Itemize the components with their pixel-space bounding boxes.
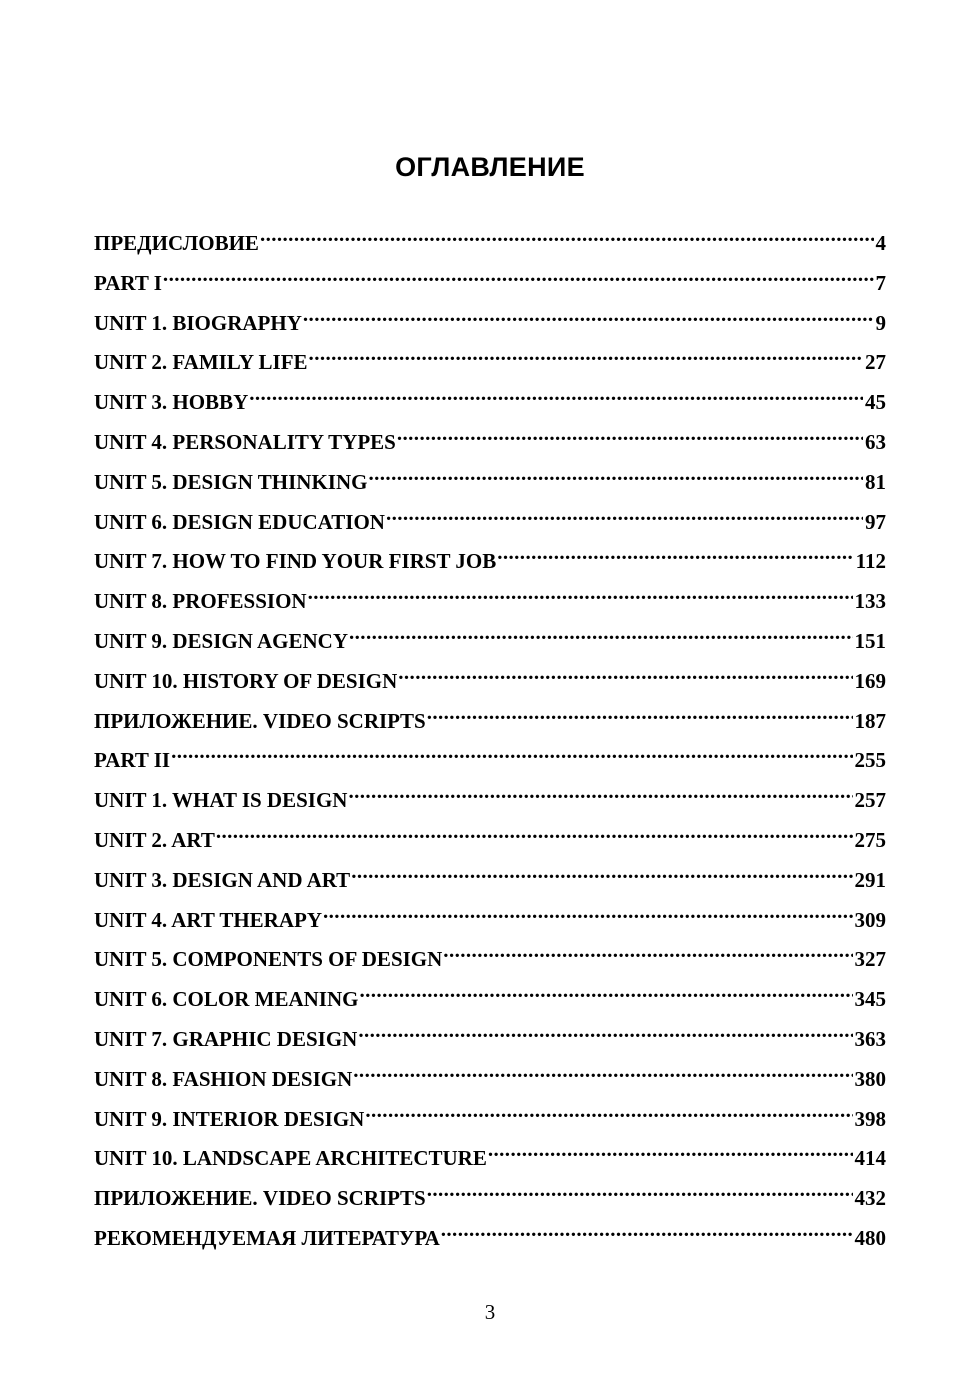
toc-entry[interactable] [94,337,886,377]
toc-dot-leader [497,536,853,568]
toc-entry-label: UNIT 2. ART [94,827,215,852]
toc-entry-page: 187 [854,708,886,733]
toc-entry[interactable] [94,497,886,537]
toc-entry[interactable] [94,1213,886,1253]
toc-dot-leader [308,576,853,608]
toc-entry-label: UNIT 10. HISTORY OF DESIGN [94,668,398,693]
toc-dot-leader [351,855,852,887]
toc-dot-leader [359,974,852,1006]
toc-entry-page: 4 [875,231,886,255]
toc-entry-label: UNIT 8. FASHION DESIGN [94,1066,353,1091]
toc-dot-leader [427,1173,853,1205]
toc-entry[interactable] [94,536,886,576]
toc-entry[interactable] [94,258,886,298]
toc-entry-label: ПРИЛОЖЕНИЕ. VIDEO SCRIPTS [94,708,426,733]
toc-dot-leader [358,1014,852,1046]
toc-entry[interactable] [94,656,886,696]
toc-entry-label: UNIT 4. PERSONALITY TYPES [94,429,396,454]
toc-entry-page: 9 [875,310,886,335]
toc-dot-leader [163,258,874,290]
toc-entry-page: 27 [865,350,886,375]
toc-dot-leader [398,656,852,688]
toc-entry[interactable] [94,218,886,258]
toc-entry[interactable] [94,1054,886,1094]
toc-entry[interactable] [94,1014,886,1054]
toc-dot-leader [368,457,863,489]
toc-entry-label: UNIT 8. PROFESSION [94,589,307,614]
toc-entry[interactable] [94,974,886,1014]
toc-entry-page: 151 [854,628,886,653]
toc-entry[interactable] [94,377,886,417]
toc-entry-label: UNIT 10. LANDSCAPE ARCHITECTURE [94,1146,487,1171]
toc-dot-leader [386,497,863,529]
toc-entry[interactable] [94,1094,886,1134]
toc-dot-leader [427,696,853,728]
toc-entry-page: 480 [854,1225,886,1250]
toc-entry-label: PART II [94,748,171,773]
toc-entry[interactable] [94,775,886,815]
toc-entry[interactable] [94,616,886,656]
toc-entry-label: UNIT 4. ART THERAPY [94,907,322,932]
toc-entry-page: 112 [855,549,886,574]
toc-dot-leader [441,1213,853,1245]
toc-entry-label: ПРИЛОЖЕНИЕ. VIDEO SCRIPTS [94,1186,426,1211]
toc-entry-page: 133 [854,589,886,614]
toc-dot-leader [348,775,852,807]
toc-entry[interactable] [94,576,886,616]
page-title: ОГЛАВЛЕНИЕ [395,152,585,182]
toc-dot-leader [249,377,863,409]
page-number: 3 [484,1300,496,1324]
toc-entry-label: UNIT 5. DESIGN THINKING [94,469,368,494]
toc-entry-label: UNIT 1. WHAT IS DESIGN [94,788,348,813]
toc-entry-label: UNIT 3. DESIGN AND ART [94,867,351,892]
toc-dot-leader [349,616,853,648]
table-of-contents [94,218,886,1253]
toc-entry[interactable] [94,457,886,497]
toc-entry[interactable] [94,1133,886,1173]
toc-entry-page: 363 [854,1026,886,1051]
toc-entry-page: 432 [854,1186,886,1211]
toc-dot-leader [323,895,853,927]
toc-entry-label: UNIT 6. COLOR MEANING [94,987,359,1012]
toc-dot-leader [397,417,863,449]
toc-entry-label: UNIT 7. HOW TO FIND YOUR FIRST JOB [94,549,497,574]
toc-entry-page: 7 [875,270,886,295]
toc-entry-page: 275 [854,827,886,852]
toc-dot-leader [303,298,874,330]
toc-entry[interactable] [94,696,886,736]
toc-entry[interactable] [94,298,886,338]
toc-entry[interactable] [94,735,886,775]
toc-dot-leader [353,1054,852,1086]
toc-entry-page: 291 [854,867,886,892]
toc-entry[interactable] [94,934,886,974]
toc-entry-label: UNIT 7. GRAPHIC DESIGN [94,1026,358,1051]
toc-entry-page: 255 [854,748,886,773]
toc-entry-page: 97 [865,509,886,534]
toc-dot-leader [365,1094,852,1126]
toc-entry-label: UNIT 6. DESIGN EDUCATION [94,509,385,534]
toc-entry-page: 327 [854,947,886,972]
toc-entry-label: UNIT 2. FAMILY LIFE [94,350,308,375]
toc-entry[interactable] [94,1173,886,1213]
toc-dot-leader [488,1133,853,1165]
toc-entry-page: 169 [854,668,886,693]
toc-entry-page: 380 [854,1066,886,1091]
toc-entry-label: UNIT 1. BIOGRAPHY [94,310,302,335]
toc-entry-label: UNIT 3. HOBBY [94,390,249,415]
toc-dot-leader [171,735,852,767]
toc-entry-label: ПРЕДИСЛОВИЕ [94,231,259,255]
toc-entry-label: PART I [94,270,162,295]
toc-entry-page: 309 [854,907,886,932]
toc-entry-page: 63 [865,429,886,454]
toc-dot-leader [260,218,874,250]
toc-entry-label: UNIT 9. DESIGN AGENCY [94,628,348,653]
toc-dot-leader [443,934,852,966]
toc-entry-label: РЕКОМЕНДУЕМАЯ ЛИТЕРАТУРА [94,1225,440,1250]
toc-entry-label: UNIT 9. INTERIOR DESIGN [94,1106,365,1131]
toc-dot-leader [309,337,863,369]
toc-entry-page: 81 [865,469,886,494]
toc-entry-page: 345 [854,987,886,1012]
toc-entry-page: 398 [854,1106,886,1131]
toc-entry-label: UNIT 5. COMPONENTS OF DESIGN [94,947,443,972]
toc-entry[interactable] [94,417,886,457]
toc-entry-page: 414 [854,1146,886,1171]
toc-dot-leader [216,815,853,847]
toc-entry-page: 257 [854,788,886,813]
toc-entry[interactable] [94,895,886,935]
toc-entry-page: 45 [865,390,886,415]
toc-entry[interactable] [94,855,886,895]
toc-entry[interactable] [94,815,886,855]
